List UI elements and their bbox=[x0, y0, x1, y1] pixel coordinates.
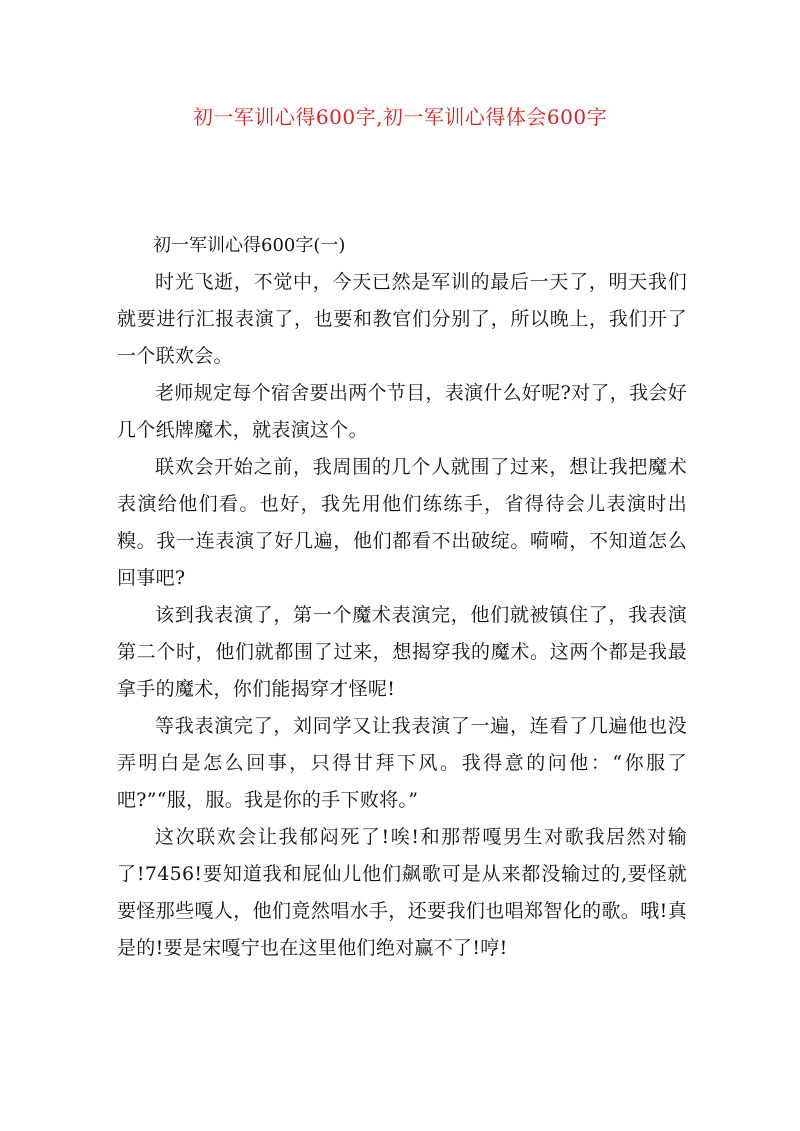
paragraph-1: 时光飞逝，不觉中，今天已然是军训的最后一天了，明天我们就要进行汇报表演了，也要和教官们分别了，所以晚上，我们开了一个联欢会。 bbox=[117, 271, 687, 367]
paragraph-6: 这次联欢会让我郁闷死了!唉!和那帮嘎男生对歌我居然对输了!7456!要知道我和屁仙儿他们飙歌可是从来都没输过的,要怪就要怪那些嘎人，他们竟然唱水手，还要我们也唱郑智化的歌。哦!真是的!要是宋嘎宁也在这里他们绝对赢不了!哼! bbox=[117, 826, 687, 959]
paragraph-3: 联欢会开始之前，我周围的几个人就围了过来，想让我把魔术表演给他们看。也好，我先用他们练练手，省得待会儿表演时出糗。我一连表演了好几遍，他们都看不出破绽。嗬嗬，不知道怎么回事吧? bbox=[117, 456, 687, 589]
paragraph-2: 老师规定每个宿舍要出两个节目，表演什么好呢?对了，我会好几个纸牌魔术，就表演这个。 bbox=[117, 382, 687, 441]
paragraph-4: 该到我表演了，第一个魔术表演完，他们就被镇住了，我表演第二个时，他们就都围了过来，想揭穿我的魔术。这两个都是我最拿手的魔术，你们能揭穿才怪呢! bbox=[117, 604, 687, 700]
document-title: 初一军训心得600字,初一军训心得体会600字 bbox=[192, 105, 608, 129]
paragraph-5: 等我表演完了，刘同学又让我表演了一遍，连看了几遍他也没弄明白是怎么回事，只得甘拜下风。我得意的问他：“你服了吧?”“服，服。我是你的手下败将。” bbox=[117, 715, 687, 811]
section-subheading: 初一军训心得600字(一) bbox=[153, 235, 346, 256]
document-body bbox=[117, 227, 687, 967]
